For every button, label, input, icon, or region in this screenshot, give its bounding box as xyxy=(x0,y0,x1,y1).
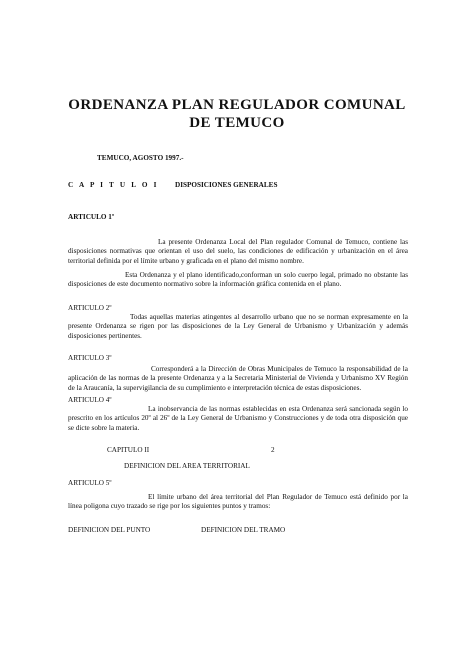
chapter-2-name: DEFINICION DEL AREA TERRITORIAL xyxy=(124,462,250,470)
article-5-heading: ARTICULO 5º xyxy=(68,479,112,487)
document-title: ORDENANZA PLAN REGULADOR COMUNAL DE TEMUCO xyxy=(68,97,406,131)
article-4-heading: ARTICULO 4º xyxy=(68,396,112,404)
article-5-paragraph: El límite urbano del área territorial del Plan Regulador de Temuco está definido por la línea poligona cuyo trazado se rige por los siguientes puntos y tramos: xyxy=(68,493,408,511)
place-date: TEMUCO, AGOSTO 1997.- xyxy=(97,154,184,162)
article-3-heading: ARTICULO 3º xyxy=(68,354,112,362)
article-2-paragraph: Todas aquellas materias atingentes al desarrollo urbano que no se norman expresamente en la presente Ordenanza se rigen por las disposiciones de la Ley General de Urbanismo y Urbanización y además disposiciones pertinentes. xyxy=(68,313,408,340)
article-2-heading: ARTICULO 2º xyxy=(68,304,112,312)
article-1-paragraph-2: Esta Ordenanza y el plano identificado,conforman un solo cuerpo legal, primado no obstante las disposiciones de este documento normativo sobre la información gráfica contenida en el plano. xyxy=(68,271,408,289)
chapter-1-name: DISPOSICIONES GENERALES xyxy=(175,181,278,189)
table-header-point: DEFINICION DEL PUNTO xyxy=(68,526,151,534)
article-1-paragraph-1: La presente Ordenanza Local del Plan regulador Comunal de Temuco, contiene las disposiciones normativas que orientan el uso del suelo, las condiciones de edificación y urbanización en el área territorial definida por el límite urbano y graficada en el plano del mismo nombre. xyxy=(68,238,408,265)
article-3-paragraph: Corresponderá a la Dirección de Obras Municipales de Temuco la responsabilidad de la aplicación de las normas de la presente Ordenanza y a la Secretaria Ministerial de Vivienda y Urbanismo XV Región de la Araucanía, la supervigilancia de su cumplimiento e interpretación técnica de estas disposiciones. xyxy=(68,365,408,392)
chapter-1-label: C A P I T U L O I xyxy=(68,181,159,189)
page-number: 2 xyxy=(271,446,275,454)
article-1-heading: ARTICULO 1º xyxy=(68,213,115,221)
article-4-paragraph: La inobservancia de las normas establecidas en esta Ordenanza será sancionada según lo prescrito en los artículos 20º al 26º de la Ley General de Urbanismo y Construcciones y de toda otra disposición que se dicte sobre la materia. xyxy=(68,405,408,432)
chapter-2-label: CAPITULO II xyxy=(107,446,150,454)
table-header-segment: DEFINICION DEL TRAMO xyxy=(201,526,286,534)
